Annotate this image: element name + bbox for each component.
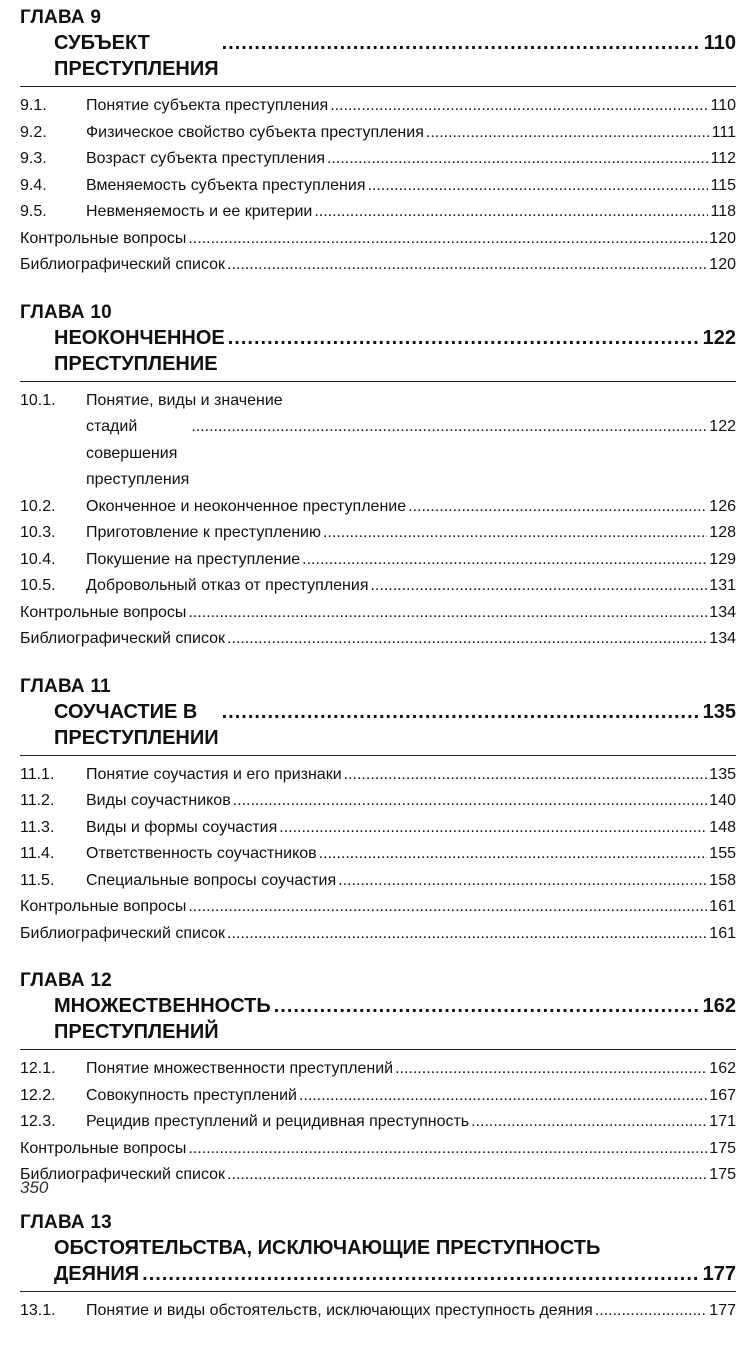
entry-page: 162 <box>709 1060 736 1077</box>
entry-page: 111 <box>711 123 736 141</box>
entry-title: Контрольные вопросы <box>20 1139 187 1157</box>
entry-page: 118 <box>710 203 736 220</box>
dot-leader <box>408 494 707 521</box>
toc-entry-bibliography[interactable] <box>20 252 736 279</box>
toc-entry[interactable] <box>20 868 736 895</box>
dot-leader <box>222 699 700 725</box>
dot-leader <box>327 146 709 173</box>
entry-page: 167 <box>709 1086 736 1104</box>
entry-page: 161 <box>709 898 736 915</box>
dot-leader <box>370 573 707 600</box>
toc-entry-bibliography[interactable] <box>20 626 736 653</box>
dot-leader <box>302 547 707 574</box>
entry-title: Библиографический список <box>20 924 226 942</box>
entry-number: 13.1. <box>20 1301 56 1319</box>
entry-number: 9.5. <box>20 203 47 220</box>
chapter-page: 162 <box>702 995 736 1017</box>
entry-title: Понятие множественности преступлений <box>86 1060 394 1077</box>
toc-entry[interactable] <box>20 762 736 789</box>
entry-title: Оконченное и неоконченное преступление <box>86 497 407 515</box>
toc-entry[interactable] <box>20 841 736 868</box>
toc-entry[interactable] <box>20 173 736 200</box>
toc-entry[interactable] <box>20 1056 736 1083</box>
entry-number: 11.2. <box>20 792 55 809</box>
chapter-page: 177 <box>702 1262 736 1285</box>
entry-title: Физическое свойство субъекта преступления <box>86 123 424 141</box>
entry-page: 135 <box>709 765 736 783</box>
dot-leader <box>188 600 707 627</box>
toc-entry[interactable] <box>20 146 736 173</box>
chapter-label: ГЛАВА 9 <box>20 7 102 28</box>
entry-page: 115 <box>710 176 736 194</box>
entry-page: 134 <box>709 603 736 621</box>
chapter-label: ГЛАВА 12 <box>20 970 112 991</box>
toc-entry[interactable] <box>20 199 736 226</box>
dot-leader <box>191 414 707 441</box>
toc-entry-questions[interactable] <box>20 600 736 627</box>
entry-page: 110 <box>710 97 736 114</box>
entry-page: 134 <box>709 630 736 647</box>
entry-page: 120 <box>709 256 736 273</box>
dot-leader <box>188 894 707 921</box>
entry-page: 155 <box>709 845 736 862</box>
entry-title: Библиографический список <box>20 256 226 273</box>
entry-number: 12.1. <box>20 1060 56 1077</box>
entry-title: Контрольные вопросы <box>20 229 187 247</box>
dot-leader <box>367 173 708 200</box>
toc-entry[interactable] <box>20 93 736 120</box>
entry-page: 171 <box>709 1113 736 1130</box>
entry-title: Вменяемость субъекта преступления <box>86 176 366 194</box>
entry-number: 9.2. <box>20 123 47 141</box>
chapter-title-link[interactable] <box>20 1235 736 1292</box>
entry-title: Понятие соучастия и его признаки <box>86 765 342 783</box>
chapter-9 <box>20 6 736 279</box>
entry-title: Невменяемость и ее критерии <box>86 203 313 220</box>
entry-title: Совокупность преступлений <box>86 1086 297 1104</box>
entry-title: Добровольный отказ от преступления <box>86 577 369 594</box>
chapter-title: СОУЧАСТИЕ В ПРЕСТУПЛЕНИИ <box>54 700 219 749</box>
chapter-title: МНОЖЕСТВЕННОСТЬ ПРЕСТУПЛЕНИЙ <box>54 995 271 1043</box>
dot-leader <box>222 30 701 56</box>
toc-entry[interactable] <box>20 388 736 494</box>
dot-leader <box>395 1056 707 1083</box>
entry-page: 126 <box>709 497 736 515</box>
chapter-title: СУБЪЕКТ ПРЕСТУПЛЕНИЯ <box>54 32 219 80</box>
toc-entry[interactable] <box>20 494 736 521</box>
entry-number: 12.3. <box>20 1113 56 1130</box>
toc-entry[interactable] <box>20 1298 736 1325</box>
chapter-12 <box>20 969 736 1189</box>
entry-number: 11.1. <box>20 765 55 783</box>
dot-leader <box>228 325 700 351</box>
entry-number: 11.3. <box>20 818 55 836</box>
chapter-label: ГЛАВА 10 <box>20 301 112 323</box>
entry-page: 131 <box>709 577 736 594</box>
toc-entry-questions[interactable] <box>20 1136 736 1163</box>
chapter-title-link[interactable] <box>20 993 736 1050</box>
entry-title: Специальные вопросы соучастия <box>86 871 337 889</box>
chapter-title-link[interactable] <box>20 30 736 87</box>
dot-leader <box>299 1083 707 1110</box>
toc-entry[interactable] <box>20 120 736 147</box>
dot-leader <box>227 626 707 653</box>
entry-title: Библиографический список <box>20 630 226 647</box>
chapter-page: 135 <box>702 700 736 723</box>
chapter-title-line2: ДЕЯНИЯ <box>54 1262 140 1285</box>
toc-entry[interactable] <box>20 573 736 600</box>
chapter-title-link[interactable] <box>20 699 736 756</box>
dot-leader <box>330 93 708 120</box>
entry-page: 112 <box>710 150 736 167</box>
entry-page: 129 <box>709 550 736 568</box>
toc-entry-questions[interactable] <box>20 894 736 921</box>
dot-leader <box>188 226 707 253</box>
chapter-10 <box>20 301 736 653</box>
entry-title: Приготовление к преступлению <box>86 524 321 541</box>
entry-number: 10.4. <box>20 550 56 568</box>
table-of-contents <box>20 6 736 1346</box>
dot-leader <box>227 1162 707 1189</box>
entry-number: 10.2. <box>20 497 56 515</box>
entry-number: 11.5. <box>20 871 55 889</box>
entry-page: 148 <box>709 818 736 836</box>
chapter-label: ГЛАВА 11 <box>20 675 111 697</box>
dot-leader <box>338 868 707 895</box>
entry-title-line1: Понятие, виды и значение <box>86 391 283 409</box>
dot-leader <box>471 1109 707 1136</box>
dot-leader <box>279 815 707 842</box>
toc-entry[interactable] <box>20 788 736 815</box>
entry-number: 9.4. <box>20 176 47 194</box>
dot-leader <box>227 252 707 279</box>
entry-page: 177 <box>709 1301 736 1319</box>
dot-leader <box>314 199 708 226</box>
entry-page: 158 <box>709 871 736 889</box>
entry-title-line2: стадий совершения преступления <box>86 418 190 488</box>
dot-leader <box>426 120 710 147</box>
dot-leader <box>323 520 707 547</box>
chapter-title-link[interactable] <box>20 325 736 382</box>
toc-entry[interactable] <box>20 1083 736 1110</box>
dot-leader <box>227 921 707 948</box>
toc-entry-bibliography[interactable] <box>20 1162 736 1189</box>
entry-page: 122 <box>709 418 736 435</box>
dot-leader <box>233 788 708 815</box>
entry-page: 140 <box>709 792 736 809</box>
entry-title: Виды и формы соучастия <box>86 818 278 836</box>
page-number: 350 <box>20 1178 49 1197</box>
entry-number: 11.4. <box>20 845 55 862</box>
entry-title: Виды соучастников <box>86 792 231 809</box>
dot-leader <box>142 1261 699 1287</box>
chapter-11 <box>20 675 736 948</box>
entry-page: 161 <box>709 924 736 942</box>
entry-number: 12.2. <box>20 1086 56 1104</box>
entry-page: 175 <box>709 1139 736 1157</box>
chapter-page: 110 <box>703 32 736 54</box>
chapter-13 <box>20 1211 736 1325</box>
entry-title: Контрольные вопросы <box>20 603 187 621</box>
toc-entry-questions[interactable] <box>20 226 736 253</box>
entry-page: 175 <box>709 1166 736 1183</box>
entry-title: Библиографический список <box>20 1166 226 1183</box>
chapter-label: ГЛАВА 13 <box>20 1211 112 1233</box>
chapter-title-line1: ОБСТОЯТЕЛЬСТВА, ИСКЛЮЧАЮЩИЕ ПРЕСТУПНОСТЬ <box>54 1236 601 1259</box>
dot-leader <box>344 762 708 789</box>
entry-number: 9.3. <box>20 150 47 167</box>
entry-number: 10.1. <box>20 391 56 409</box>
chapter-page: 122 <box>702 326 736 349</box>
dot-leader <box>274 993 700 1019</box>
entry-page: 128 <box>709 524 736 541</box>
dot-leader <box>188 1136 707 1163</box>
toc-entry-bibliography[interactable] <box>20 921 736 948</box>
chapter-title: НЕОКОНЧЕННОЕ ПРЕСТУПЛЕНИЕ <box>54 326 225 375</box>
toc-entry[interactable] <box>20 547 736 574</box>
entry-title: Возраст субъекта преступления <box>86 150 325 167</box>
entry-title: Рецидив преступлений и рецидивная преступность <box>86 1113 470 1130</box>
toc-entry[interactable] <box>20 1109 736 1136</box>
entry-title: Покушение на преступление <box>86 550 301 568</box>
dot-leader <box>595 1298 707 1325</box>
toc-entry[interactable] <box>20 520 736 547</box>
entry-title: Понятие и виды обстоятельств, исключающих преступность деяния <box>86 1301 593 1319</box>
entry-number: 9.1. <box>20 97 47 114</box>
dot-leader <box>319 841 708 868</box>
toc-entry[interactable] <box>20 815 736 842</box>
entry-title: Ответственность соучастников <box>86 845 317 862</box>
entry-number: 10.3. <box>20 524 56 541</box>
entry-number: 10.5. <box>20 577 56 594</box>
entry-title: Контрольные вопросы <box>20 898 187 915</box>
entry-page: 120 <box>709 229 736 247</box>
entry-title: Понятие субъекта преступления <box>86 97 329 114</box>
